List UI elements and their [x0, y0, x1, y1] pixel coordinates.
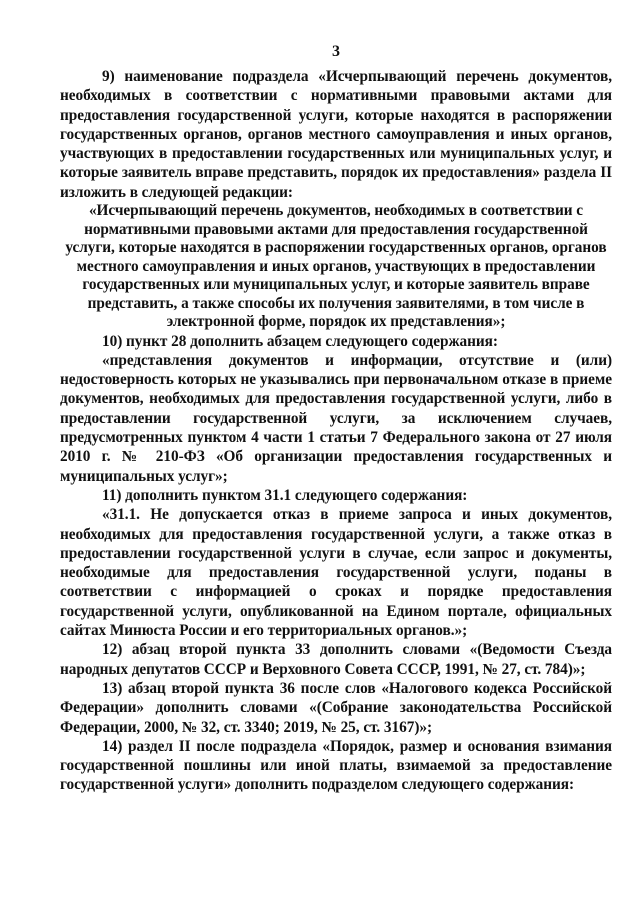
quoted-heading-block: «Исчерпывающий перечень документов, необходимых в соответствии с нормативными правовыми актами для предоставления государственной услуги, которые находятся в распоряжении государственных органов, органов местного самоуправления и иных органов, участвующих в предоставлении государственных или муниципальных услуг, и которые заявитель вправе представить, а также способы их получения заявителями, в том числе в электронной форме, порядок их представления»; — [65, 202, 607, 331]
paragraph-item-9: 9) наименование подраздела «Исчерпывающий перечень документов, необходимых в соответствии с нормативными правовыми актами для предоставления государственной услуги, которые находятся в распоряжении государственных органов, органов местного самоуправления и иных органов, участвующих в предоставлении государственных или муниципальных услуг, и которые заявитель вправе представить, порядок их предоставления» раздела II изложить в следующей редакции: — [60, 68, 612, 201]
paragraph-item-10-text: «представления документов и информации, отсутствие и (или) недостоверность которых не указывались при первоначальном отказе в приеме документов, необходимых для предоставления государственной услуги, либо в предоставлении государственной услуги, за исключением случаев, предусмотренных пунктом 4 части 1 статьи 7 Федерального закона от 27 июля 2010 г. № 210-ФЗ «Об организации предоставления государственных и муниципальных услуг»; — [60, 351, 612, 485]
paragraph-item-13: 13) абзац второй пункта 36 после слов «Налогового кодекса Российской Федерации» дополнить словами «(Собрание законодательства Российской Федерации, 2000, № 32, ст. 3340; 2019, № 25, ст. 3167)»; — [60, 679, 612, 736]
page-number: 3 — [332, 43, 340, 60]
paragraph-item-11: 11) дополнить пунктом 31.1 следующего содержания: — [102, 486, 468, 504]
paragraph-item-12: 12) абзац второй пункта 33 дополнить словами «(Ведомости Съезда народных депутатов СССР и Верховного Совета СССР, 1991, № 27, ст. 784)»; — [60, 641, 612, 678]
paragraph-item-14: 14) раздел II после подраздела «Порядок, размер и основания взимания государственной пошлины или иной платы, взимаемой за предоставление государственной услуги» дополнить подразделом следующего содержания: — [60, 737, 612, 794]
paragraph-item-31-1-text: «31.1. Не допускается отказ в приеме запроса и иных документов, необходимых для предоставления государственной услуги, а также отказ в предоставлении государственной услуги в случае, если запрос и документы, необходимые для предоставления государственной услуги, поданы в соответствии с информацией о сроках и порядке предоставления государственной услуги, опубликованной на Едином портале, официальных сайтах Минюста России и его территориальных органов.»; — [60, 506, 612, 640]
paragraph-item-10: 10) пункт 28 дополнить абзацем следующего содержания: — [102, 332, 498, 350]
document-body — [60, 67, 612, 795]
